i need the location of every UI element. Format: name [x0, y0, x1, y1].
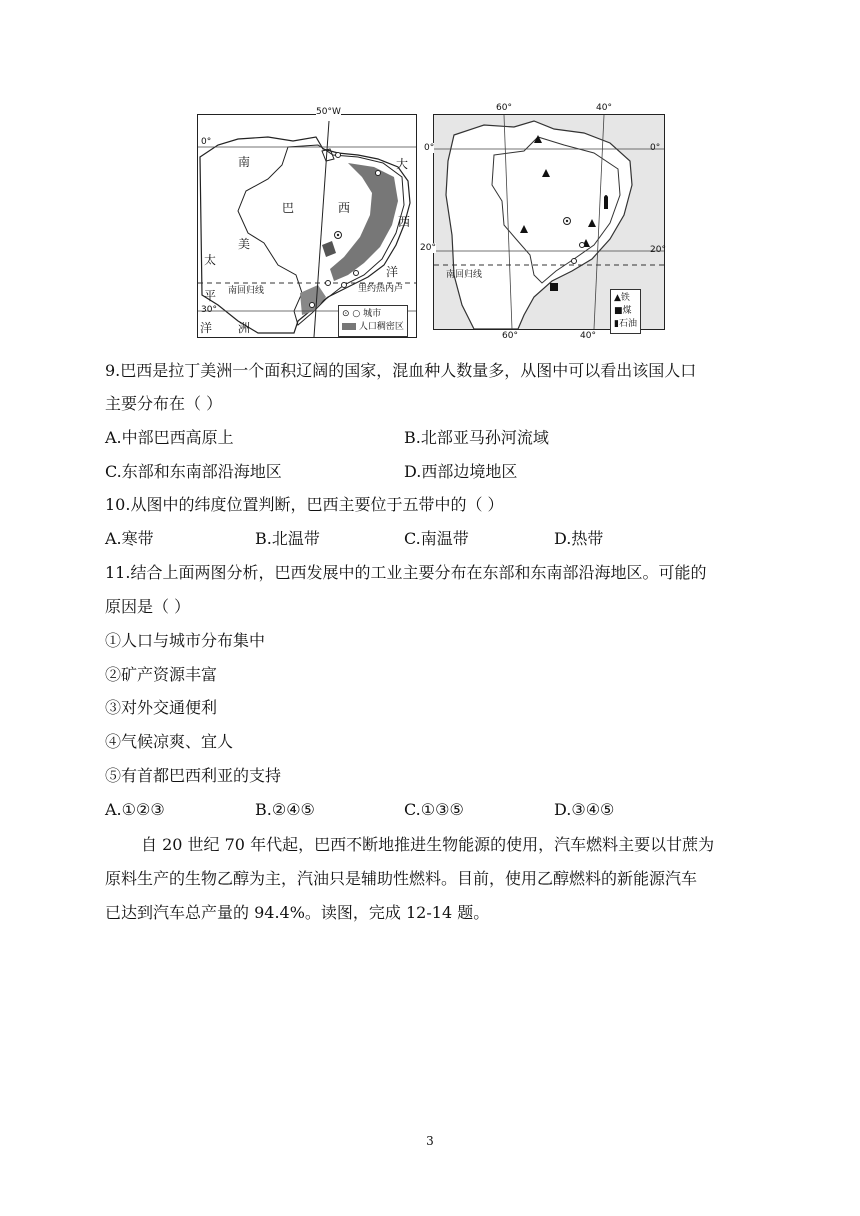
q9-option-b: B.北部亚马孙河流域 — [404, 428, 549, 447]
q11-option-d: D.③④⑤ — [554, 800, 615, 819]
equator-label: 0° — [201, 137, 212, 147]
label-zhou: 洲 — [238, 321, 251, 335]
q9-option-a: A.中部巴西高原上 — [105, 428, 234, 447]
passage-line-1: 自 20 世纪 70 年代起，巴西不断地推进生物能源的使用，汽车燃料主要以甘蔗为 — [141, 835, 715, 854]
q11-item-4: ④气候凉爽、宜人 — [105, 732, 234, 751]
meridian-label: 50°W — [316, 107, 341, 117]
label-da: 大 — [396, 157, 409, 171]
question-9-line-2: 主要分布在（ ） — [105, 394, 223, 413]
lon60-top: 60° — [496, 103, 512, 113]
q9-option-c: C.东部和东南部沿海地区 — [105, 462, 282, 481]
dense-area-swatch — [342, 323, 356, 330]
label-yang-atlantic: 洋 — [386, 265, 399, 279]
brazil-population-map — [197, 107, 417, 338]
coal-icon: ■ — [614, 306, 623, 316]
q11-item-2: ②矿产资源丰富 — [105, 665, 218, 684]
city-icon: ⊙ ○ — [342, 309, 364, 319]
map1-legend — [338, 305, 408, 337]
label-yang-pacific: 洋 — [200, 321, 213, 335]
iron-icon: ▲ — [614, 293, 621, 303]
question-9-line-1: 9.巴西是拉丁美洲一个面积辽阔的国家，混血种人数量多，从图中可以看出该国人口 — [105, 361, 697, 380]
oil-icon: ▮ — [614, 319, 619, 329]
lon40-top: 40° — [596, 103, 612, 113]
legend-dense: 人口稠密区 — [342, 321, 404, 334]
legend-oil: ▮石油 — [614, 319, 637, 329]
brazil-resources-map — [420, 103, 666, 341]
tropic-label-2: 南回归线 — [446, 270, 483, 280]
q10-option-d: D.热带 — [554, 529, 604, 548]
lat20-left: 20° — [420, 243, 436, 253]
q9-option-d: D.西部边境地区 — [404, 462, 518, 481]
legend-coal: ■煤 — [614, 306, 632, 316]
label-nan: 南 — [238, 155, 251, 169]
lat30-label: 30° — [201, 305, 217, 315]
tropic-label: 南回归线 — [228, 286, 265, 296]
map2-legend — [610, 289, 641, 334]
label-mei: 美 — [238, 237, 251, 251]
question-11-line-2: 原因是（ ） — [105, 597, 191, 616]
q10-option-a: A.寒带 — [105, 529, 154, 548]
lat0-right: 0° — [650, 143, 661, 153]
page-number: 3 — [426, 1134, 434, 1148]
passage-line-3: 已达到汽车总产量的 94.4%。读图，完成 12-14 题。 — [105, 903, 490, 922]
q11-item-3: ③对外交通便利 — [105, 698, 218, 717]
passage — [105, 828, 755, 930]
city-label-rio: 里约热内卢 — [358, 284, 404, 294]
q11-option-a: A.①②③ — [105, 800, 165, 819]
label-xi: 西 — [338, 201, 351, 215]
label-ping: 平 — [204, 289, 217, 303]
question-10-line-1: 10.从图中的纬度位置判断，巴西主要位于五带中的（ ） — [105, 495, 504, 514]
legend-iron: ▲铁 — [614, 293, 630, 303]
q11-item-5: ⑤有首都巴西利亚的支持 — [105, 766, 282, 785]
lat0-left: 0° — [424, 143, 435, 153]
question-11-line-1: 11.结合上面两图分析，巴西发展中的工业主要分布在东部和东南部沿海地区。可能的 — [105, 563, 707, 582]
q11-item-1: ①人口与城市分布集中 — [105, 631, 266, 650]
population-map-drawing — [198, 115, 416, 337]
q11-option-b: B.②④⑤ — [255, 800, 315, 819]
q10-option-c: C.南温带 — [404, 529, 469, 548]
lat20-right: 20° — [650, 245, 666, 255]
passage-line-2: 原料生产的生物乙醇为主，汽油只是辅助性燃料。目前，使用乙醇燃料的新能源汽车 — [105, 869, 698, 888]
label-ba: 巴 — [282, 201, 295, 215]
q11-option-c: C.①③⑤ — [404, 800, 464, 819]
figure-maps — [196, 100, 666, 340]
legend-city: ⊙ ○ 城市 — [342, 309, 382, 319]
q10-option-b: B.北温带 — [255, 529, 320, 548]
label-xi-atlantic: 西 — [398, 215, 411, 229]
lon40-bottom: 40° — [580, 331, 596, 341]
label-tai: 太 — [204, 253, 217, 267]
lon60-bottom: 60° — [502, 331, 518, 341]
